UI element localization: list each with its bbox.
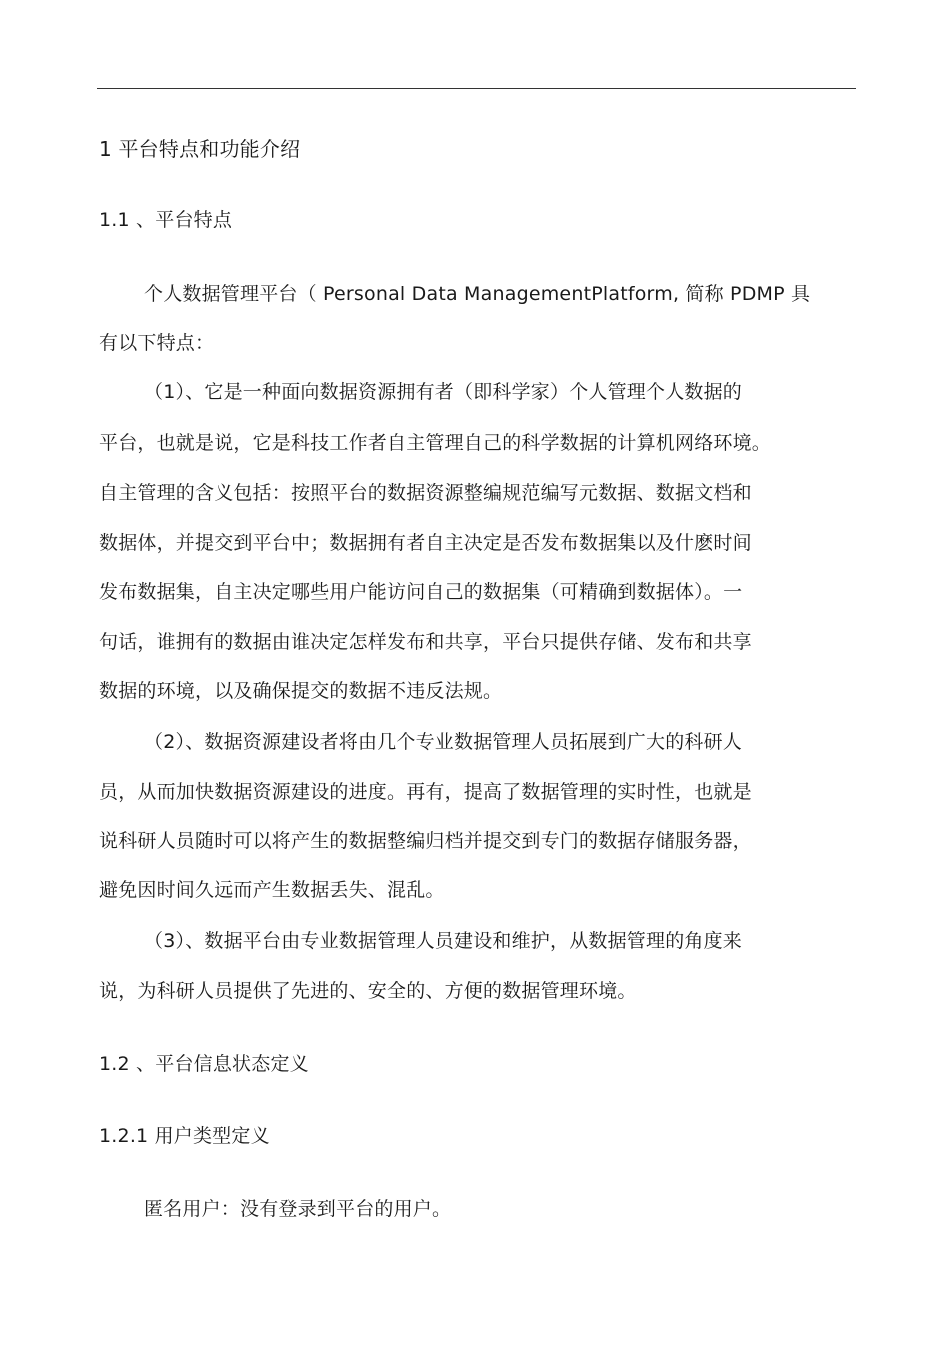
feature-2-line: 说科研人员随时可以将产生的数据整编归档并提交到专门的数据存储服务器， — [99, 830, 752, 852]
feature-2-line: 避免因时间久远而产生数据丢失、混乱。 — [99, 879, 445, 901]
header-rule — [97, 88, 856, 89]
subsection-heading-1-2: 1.2 、平台信息状态定义 — [99, 1053, 309, 1075]
feature-1-line: 平台，也就是说，它是科技工作者自主管理自己的科学数据的计算机网络环境。 — [99, 432, 772, 454]
intro-line-1: 个人数据管理平台（ Personal Data ManagementPlatform, 简称 PDMP 具 — [144, 283, 811, 305]
feature-1-line: 数据的环境，以及确保提交的数据不违反法规。 — [99, 680, 503, 702]
subsubsection-heading-1-2-1: 1.2.1 用户类型定义 — [99, 1125, 270, 1147]
subsection-heading-1-1: 1.1 、平台特点 — [99, 209, 233, 231]
feature-1-line: 数据体，并提交到平台中；数据拥有者自主决定是否发布数据集以及什麽时间 — [99, 532, 752, 554]
anonymous-user-definition: 匿名用户：没有登录到平台的用户。 — [144, 1198, 452, 1220]
feature-1-line: （1）、它是一种面向数据资源拥有者（即科学家）个人管理个人数据的 — [144, 381, 742, 403]
feature-3-line: （3）、数据平台由专业数据管理人员建设和维护，从数据管理的角度来 — [144, 930, 742, 952]
feature-1-line: 发布数据集，自主决定哪些用户能访问自己的数据集（可精确到数据体）。一 — [99, 581, 743, 603]
feature-2-line: 员，从而加快数据资源建设的进度。再有，提高了数据管理的实时性，也就是 — [99, 781, 752, 803]
feature-1-line: 句话，谁拥有的数据由谁决定怎样发布和共享，平台只提供存储、发布和共享 — [99, 631, 752, 653]
intro-line-2: 有以下特点： — [99, 332, 215, 354]
feature-2-line: （2）、数据资源建设者将由几个专业数据管理人员拓展到广大的科研人 — [144, 731, 742, 753]
section-heading-1: 1 平台特点和功能介绍 — [99, 137, 301, 161]
feature-3-line: 说，为科研人员提供了先进的、安全的、方便的数据管理环境。 — [99, 980, 637, 1002]
feature-1-line: 自主管理的含义包括：按照平台的数据资源整编规范编写元数据、数据文档和 — [99, 482, 752, 504]
